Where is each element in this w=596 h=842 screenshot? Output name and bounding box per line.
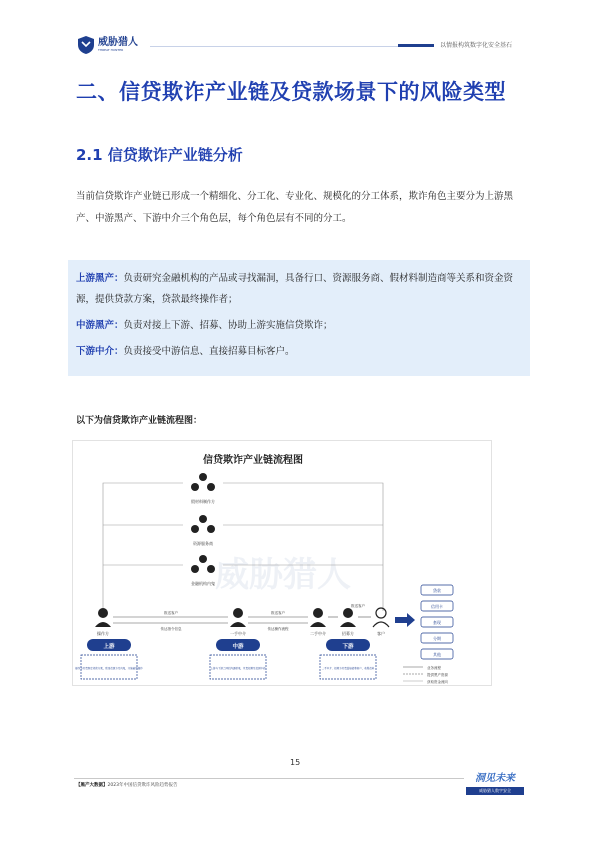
group-icon [191, 515, 215, 533]
role-label: 金融机构内鬼 [191, 581, 215, 586]
legend-label: 业务流程 [427, 666, 441, 670]
arrow-label: 传达指令信息 [160, 627, 182, 631]
logo-subtext: THREAT HUNTER [98, 48, 124, 52]
person-icon [310, 608, 326, 627]
output-label: 贷款 [433, 588, 441, 593]
role-key: 下游中介： [76, 346, 124, 357]
output-arrow-icon [395, 613, 415, 627]
output-label: 分期 [433, 636, 441, 641]
page-header [0, 0, 596, 60]
arrow-label: 推送客户 [351, 604, 365, 608]
node-label: 客户 [377, 631, 385, 636]
brand-badge [464, 764, 526, 798]
arrow-label: 推送客户 [271, 611, 285, 615]
customer-icon [373, 608, 389, 627]
logo [78, 36, 138, 54]
role-downstream [76, 341, 522, 362]
diagram-title: 信贷欺诈产业链流程图 [203, 455, 303, 466]
header-rule [150, 46, 398, 47]
role-text: 负责接受中游信息、直接招募目标客户。 [123, 346, 295, 357]
shield-logo-icon [78, 36, 94, 54]
footer-rule [74, 778, 464, 779]
connector-line [103, 483, 183, 611]
person-icon [230, 608, 246, 627]
node-label: 一手中介 [230, 631, 246, 636]
header-tagline: 以情报构筑数字化安全基石 [440, 42, 513, 49]
role-text: 负责对接上下游、招募、协助上游实施信贷欺诈； [123, 320, 333, 331]
badge-subtitle: 威胁猎人数字安全 [466, 787, 524, 795]
output-label: 信用卡 [431, 604, 443, 609]
role-text: 负责研究金融机构的产品或寻找漏洞，具备行口、资源服务商、假材料制造商等关系和资金资源，提供贷款方案，贷款最终操作者； [76, 273, 514, 305]
page-number: 15 [290, 758, 301, 767]
footer-tag: 【黑产大数据】 [76, 783, 108, 788]
tier-label: 中游 [232, 644, 244, 650]
role-upstream [76, 268, 522, 310]
node-label: 招募方 [342, 631, 354, 636]
legend-label: 提供黑产资源 [427, 673, 448, 677]
role-label: 资源服务商 [193, 541, 213, 546]
tier-note: 操作方负责制定贷款方案，联络资源方及内鬼，实施最终操作 [75, 667, 143, 670]
watermark-text: 威胁猎人 [215, 555, 351, 595]
footer-text [76, 782, 177, 788]
role-key: 上游黑产： [76, 273, 124, 284]
node-label: 二手中介 [310, 631, 326, 636]
legend-label: 获取资金流向 [427, 680, 448, 684]
flow-diagram [73, 441, 493, 687]
group-icon [191, 555, 215, 573]
output-label: 其他 [433, 652, 441, 657]
arrow-label: 推送客户 [164, 611, 178, 615]
tier-label: 下游 [342, 644, 354, 650]
header-accent-bar [398, 44, 434, 47]
arrow-label: 传达操作流程 [267, 627, 289, 631]
tier-note: 上游与下游之间的沟通桥梁，负责招募及资源中转 [210, 667, 266, 670]
output-label: 套现 [433, 620, 441, 625]
flow-diagram-figure [72, 440, 492, 686]
section-title: 2.1 信贷欺诈产业链分析 [76, 146, 243, 164]
person-icon [95, 608, 111, 627]
footer-title: 2023年中国信贷欺诈风险趋势报告 [107, 783, 178, 788]
roles-callout [68, 260, 530, 376]
group-icon [191, 473, 215, 491]
chapter-title: 二、信贷欺诈产业链及贷款场景下的风险类型 [76, 80, 506, 104]
role-midstream [76, 315, 522, 336]
figure-caption: 以下为信贷欺诈产业链流程图： [76, 416, 203, 426]
role-key: 中游黑产： [76, 320, 124, 331]
intro-paragraph: 当前信贷欺诈产业链已形成一个精细化、分工化、专业化、规模化的分工体系，欺诈角色主要分为上游黑产、中游黑产、下游中介三个角色层，每个角色层有不同的分工。 [76, 191, 514, 224]
person-icon [340, 608, 356, 627]
badge-title: 洞见未来 [475, 773, 515, 784]
tier-label: 上游 [103, 644, 115, 650]
tier-note: 二手中介、招募方负责直接招募客户，收集资料 [321, 667, 375, 670]
node-label: 操作方 [97, 631, 109, 636]
role-label: 假材料制作方 [191, 499, 215, 504]
logo-text: 威胁猎人 [98, 37, 138, 48]
